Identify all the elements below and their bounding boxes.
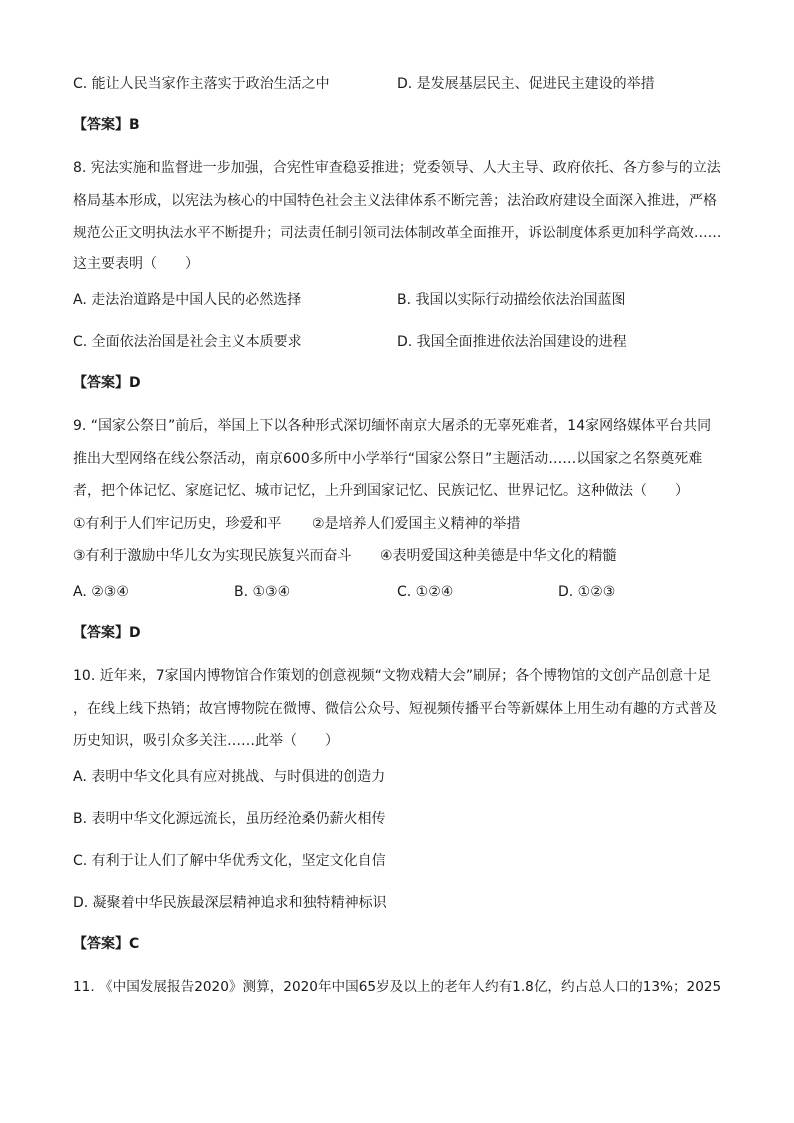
q8-option-a: A. 走法治道路是中国人民的必然选择	[73, 292, 302, 308]
answer-value: D	[129, 375, 141, 391]
q9-item-1: ①有利于人们牢记历史，珍爱和平	[73, 516, 282, 532]
q8-option-b: B. 我国以实际行动描绘依法治国蓝图	[397, 292, 626, 308]
q9-answer	[73, 623, 141, 643]
q8-stem-line-1: 8. 宪法实施和监督进一步加强，合宪性审查稳妥推进；党委领导、人大主导、政府依托、各方参与的立法	[73, 160, 721, 176]
q9-stem-line-1: 9. “国家公祭日”前后，举国上下以各种形式深切缅怀南京大屠杀的无辜死难者，14家网络媒体平台共同	[73, 418, 712, 434]
answer-label: 【答案】	[73, 936, 129, 952]
q10-option-c: C. 有利于让人们了解中华优秀文化，坚定文化自信	[73, 853, 386, 869]
q9-stem-line-3: 者，把个体记忆、家庭记忆、城市记忆，上升到国家记忆、民族记忆、世界记忆。这种做法（ ）	[73, 483, 689, 499]
q10-option-d: D. 凝聚着中华民族最深层精神追求和独特精神标识	[73, 895, 387, 911]
q9-stem-line-2: 推出大型网络在线公祭活动，南京600多所中小学举行“国家公祭日”主题活动……以国家之名祭奠死难	[73, 451, 703, 467]
q10-option-b: B. 表明中华文化源远流长，虽历经沧桑仍薪火相传	[73, 811, 386, 827]
q10-stem-line-2: ，在线上线下热销；故宫博物院在微博、微信公众号、短视频传播平台等新媒体上用生动有趣的方式普及	[73, 701, 717, 717]
answer-value: C	[129, 936, 140, 952]
q10-stem-line-1: 10. 近年来，7家国内博物馆合作策划的创意视频“文物戏精大会”刷屏；各个博物馆的文创产品创意十足	[73, 668, 712, 684]
q7-option-d: D. 是发展基层民主、促进民主建设的举措	[397, 76, 655, 92]
q9-option-b: B. ①③④	[234, 584, 291, 600]
q9-option-a: A. ②③④	[73, 584, 129, 600]
q8-stem-line-4: 这主要表明（ ）	[73, 256, 199, 272]
q10-option-a: A. 表明中华文化具有应对挑战、与时俱进的创造力	[73, 769, 386, 785]
q7-answer	[73, 115, 140, 135]
q9-option-d: D. ①②③	[558, 584, 616, 600]
q9-item-2: ②是培养人们爱国主义精神的举措	[312, 516, 521, 532]
q11-stem-line-1: 11. 《中国发展报告2020》测算，2020年中国65岁及以上的老年人约有1.8亿，约占总人口的13%；2025	[73, 979, 722, 995]
q8-stem-line-2: 格局基本形成，以宪法为核心的中国特色社会主义法律体系不断完善；法治政府建设全面深入推进，严格	[73, 193, 717, 209]
q9-option-c: C. ①②④	[397, 584, 454, 600]
q7-option-c: C. 能让人民当家作主落实于政治生活之中	[73, 76, 330, 92]
q9-item-4: ④表明爱国这种美德是中华文化的精髓	[380, 548, 617, 564]
q8-option-c: C. 全面依法治国是社会主义本质要求	[73, 334, 302, 350]
q10-stem-line-3: 历史知识，吸引众多关注……此举（ ）	[73, 733, 339, 749]
answer-label: 【答案】	[73, 117, 129, 133]
answer-label: 【答案】	[73, 625, 129, 641]
answer-label: 【答案】	[73, 375, 129, 391]
answer-value: D	[129, 625, 141, 641]
answer-value: B	[129, 117, 140, 133]
q8-stem-line-3: 规范公正文明执法水平不断提升；司法责任制引领司法体制改革全面推开，诉讼制度体系更加科学高效……	[73, 225, 722, 241]
q10-answer	[73, 934, 139, 954]
q8-option-d: D. 我国全面推进依法治国建设的进程	[397, 334, 627, 350]
q9-item-3: ③有利于激励中华儿女为实现民族复兴而奋斗	[73, 548, 352, 564]
q8-answer	[73, 373, 141, 393]
